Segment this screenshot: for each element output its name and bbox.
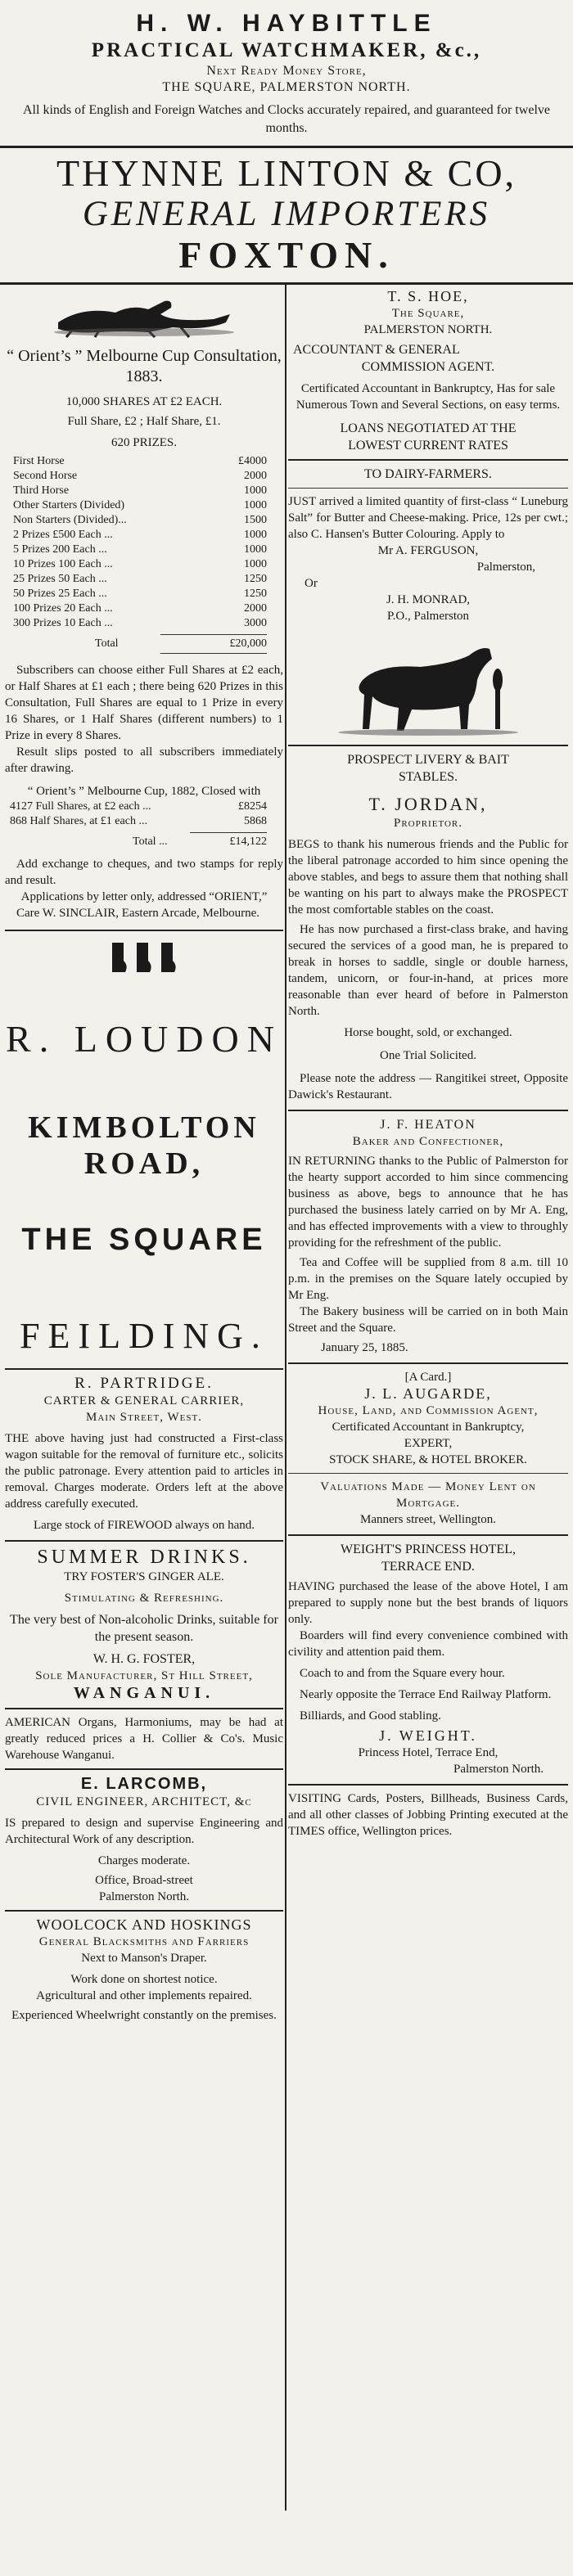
racehorses-icon — [50, 290, 238, 339]
loudon-square: THE SQUARE — [21, 1223, 267, 1257]
partridge-ad — [5, 1370, 283, 1533]
heaton-name: J. F. HEATON — [380, 1118, 476, 1132]
partridge-name: R. PARTRIDGE. — [74, 1375, 214, 1392]
weight-name: J. WEIGHT. — [379, 1727, 477, 1744]
jordan-l3: Please note the address — Rangitikei street, Opposite Dawick's Restaurant. — [288, 1072, 568, 1101]
prize-row: 10 Prizes 100 Each ... 1000 — [13, 558, 267, 570]
augarde-line2: EXPERT, — [404, 1437, 453, 1450]
orient-share-types: Full Share, £2 ; Half Share, £1. — [67, 415, 221, 428]
weight-body2: Boarders will find every convenience combined with civility and attention paid them. — [288, 1629, 568, 1659]
larcomb-name: E. LARCOMB, — [80, 1775, 208, 1793]
hoe-trade2: COMMISSION AGENT. — [361, 360, 495, 374]
divider — [288, 1473, 568, 1474]
jordan-head1: PROSPECT LIVERY & BAIT — [347, 753, 509, 767]
jordan-head2: STABLES. — [398, 770, 458, 784]
hoe-loans1: LOANS NEGOTIATED AT THE — [340, 421, 517, 435]
haybittle-ad — [0, 0, 573, 146]
orient-title: “ Orient’s ” Melbourne Cup Consultation, 1883. — [7, 347, 282, 385]
heaton-body3: The Bakery business will be carried on in both Main Street and the Square. — [288, 1305, 568, 1335]
orient-closed-table — [5, 799, 283, 849]
draught-horse-image — [288, 631, 568, 741]
jordan-l1: Horse bought, sold, or exchanged. — [344, 1026, 512, 1039]
closed-row: 4127 Full Shares, at £2 each ... £8254 — [10, 800, 267, 813]
orient-prize-table — [5, 451, 283, 654]
orient-para3: Add exchange to cheques, and two stamps for reply and result. — [5, 858, 283, 887]
heaton-body1: IN RETURNING thanks to the Public of Palmerston for the hearty support accorded to him since commencing business as above, begs to announce that he has purchased the business lately carried on by Mr A. Eng, and has effected improvements with a view to throughly providing for the refreshment of the public. — [288, 1155, 568, 1250]
closed-total-row: Total ... £14,122 — [133, 835, 267, 848]
larcomb-office: Office, Broad-street — [95, 1874, 193, 1887]
larcomb-town: Palmerston North. — [99, 1890, 189, 1903]
weight-body5: Billiards, and Good stabling. — [300, 1709, 441, 1723]
heaton-date: January 25, 1885. — [321, 1341, 408, 1354]
partridge-address: Main Street, West. — [86, 1411, 202, 1424]
hoe-loans2: LOWEST CURRENT RATES — [348, 439, 508, 453]
woolcock-ad — [5, 1912, 283, 2024]
augarde-ad — [288, 1364, 568, 1528]
jordan-body2: He has now purchased a first-class brake, and having secured the services of a good man, he is prepared to break in horses to saddle, single or double harness, tandem, unicorn, or four-in-hand, at prices more reasonable than ever heard of before in Palmerston North. — [288, 923, 568, 1018]
larcomb-body: IS prepared to design and supervise Engineering and Architectural Work of any description. — [5, 1817, 283, 1846]
jordan-name: T. JORDAN, — [368, 794, 488, 814]
hoe-ad — [288, 285, 568, 454]
orient-prizes-heading: 620 PRIZES. — [111, 436, 177, 449]
weight-addr1: Princess Hotel, Terrace End, — [358, 1746, 499, 1759]
foster-name: W. H. G. FOSTER, — [92, 1652, 196, 1666]
dairy-name1: Mr A. FERGUSON, — [377, 544, 479, 557]
haybittle-name: H. W. HAYBITTLE — [136, 10, 437, 37]
augarde-line3: STOCK SHARE, & HOTEL BROKER. — [329, 1453, 527, 1466]
prize-total-row: Total £20,000 — [95, 637, 267, 650]
augarde-name: J. L. AUGARDE, — [364, 1385, 492, 1402]
dairy-body: JUST arrived a limited quantity of first-class “ Luneburg Salt” for Butter and Cheese-making. Price, 12s per cwt.; also C. Hansen's Butter Colouring. Apply to — [288, 495, 568, 541]
loudon-name: R. LOUDON — [6, 1018, 282, 1060]
orient-para4: Applications by letter only, addressed “ORIENT,” — [20, 890, 268, 903]
two-columns — [0, 285, 573, 2511]
dairy-town2: P.O., Palmerston — [386, 610, 469, 623]
dairy-head: TO DAIRY-FARMERS. — [364, 467, 492, 481]
hoe-address2: PALMERSTON NORTH. — [363, 323, 493, 336]
woolcock-name: WOOLCOCK AND HOSKINGS — [36, 1916, 252, 1933]
partridge-trade: CARTER & GENERAL CARRIER, — [43, 1394, 245, 1407]
larcomb-trade: CIVIL ENGINEER, ARCHITECT, &c — [36, 1795, 252, 1808]
prize-row: 50 Prizes 25 Each ... 1250 — [13, 588, 267, 600]
jordan-ad — [288, 746, 568, 1103]
prize-row: Non Starters (Divided)... 1500 — [13, 514, 267, 526]
foster-ad — [5, 1542, 283, 1703]
orient-closed-title: “ Orient’s ” Melbourne Cup, 1882, Closed with — [27, 785, 261, 798]
weight-body1: HAVING purchased the lease of the above Hotel, I am prepared to supply none but the best brands of liquors only. — [288, 1580, 568, 1626]
horse-icon — [330, 631, 526, 737]
orient-shares: 10,000 SHARES AT £2 EACH. — [65, 395, 223, 408]
dairy-or: Or — [305, 577, 318, 590]
orient-para5: Care W. SINCLAIR, Eastern Arcade, Melbourne. — [16, 907, 260, 920]
weight-body4: Nearly opposite the Terrace End Railway Platform. — [300, 1688, 552, 1701]
prize-row: 100 Prizes 20 Each ... 2000 — [13, 602, 267, 615]
thynne-ad — [0, 148, 573, 282]
column-divider — [285, 285, 286, 2511]
augarde-trade: House, Land, and Commission Agent, — [318, 1404, 539, 1417]
jordan-role: Proprietor. — [393, 817, 462, 830]
woolcock-body1: Work done on shortest notice. — [70, 1973, 218, 1986]
prize-row: First Horse £4000 — [13, 455, 267, 467]
prize-row: Third Horse 1000 — [13, 484, 267, 497]
larcomb-charges: Charges moderate. — [97, 1854, 191, 1867]
dairy-town1: Palmerston, — [476, 561, 535, 574]
jordan-body1: BEGS to thank his numerous friends and the Public for the liberal patronage accorded to him since opening the above stables, and begs to assure them that nothing shall be wanting on his part to always make the PROSPECT the most comfortable stables on the coast. — [288, 838, 568, 916]
prize-row: 300 Prizes 10 Each ... 3000 — [13, 617, 267, 629]
woolcock-body2: Agricultural and other implements repaired. — [36, 1989, 252, 2002]
weight-head1: WEIGHT'S PRINCESS HOTEL, — [341, 1542, 516, 1556]
closed-row: 868 Half Shares, at £1 each ... 5868 — [10, 815, 267, 827]
foster-address: Sole Manufacturer, St Hill Street, — [35, 1669, 253, 1682]
weight-head2: TERRACE END. — [381, 1560, 475, 1574]
foster-body: The very best of Non-alcoholic Drinks, suitable for the present season. — [10, 1613, 278, 1644]
racehorses-image — [5, 290, 283, 343]
divider — [288, 488, 568, 489]
loudon-road: KIMBOLTON ROAD, — [28, 1110, 260, 1181]
hoe-name: T. S. HOE, — [387, 288, 469, 304]
haybittle-address1: Next Ready Money Store, — [206, 64, 367, 78]
thynne-line2: GENERAL IMPORTERS — [82, 195, 491, 233]
heaton-body2: Tea and Coffee will be supplied from 8 a.m. till 10 p.m. in the premises on the Square lately occupied by Mr Eng. — [288, 1256, 568, 1302]
augarde-line4: Valuations Made — Money Lent on Mortgage. — [320, 1480, 536, 1510]
organs-ad: AMERICAN Organs, Harmoniums, may be had at greatly reduced prices a H. Collier & Co's. Music Warehouse Wanganui. — [5, 1716, 283, 1762]
boots-icon — [107, 939, 181, 980]
partridge-body: THE above having just had constructed a First-class wagon suitable for the removal of furniture etc., solicits the public patronage. Every attention paid to articles in removal. Charges moderate. Orders left at the above address carefully executed. — [5, 1432, 283, 1511]
orient-para2: Result slips posted to all subscribers immediately after drawing. — [5, 745, 283, 775]
haybittle-trade: PRACTICAL WATCHMAKER, &c., — [91, 39, 482, 61]
larcomb-ad — [5, 1770, 283, 1905]
foster-tag: Stimulating & Refreshing. — [64, 1592, 224, 1605]
jordan-l2: One Trial Solicited. — [380, 1049, 476, 1062]
heaton-trade: Baker and Confectioner, — [352, 1135, 504, 1148]
prize-row: 25 Prizes 50 Each ... 1250 — [13, 573, 267, 585]
prize-row: 5 Prizes 200 Each ... 1000 — [13, 543, 267, 556]
augarde-line1: Certificated Accountant in Bankruptcy, — [332, 1421, 525, 1434]
haybittle-address2: THE SQUARE, PALMERSTON NORTH. — [162, 80, 411, 94]
dairy-name2: J. H. MONRAD, — [386, 593, 471, 606]
prize-row: Other Starters (Divided) 1000 — [13, 499, 267, 511]
weight-ad — [288, 1536, 568, 1777]
haybittle-body: All kinds of English and Foreign Watches and Clocks accurately repaired, and guaranteed for twelve months. — [23, 103, 550, 135]
augarde-address: Manners street, Wellington. — [360, 1513, 496, 1526]
visiting-ad: VISITING Cards, Posters, Billheads, Business Cards, and all other classes of Jobbing Printing executed at the TIMES office, Wellington prices. — [288, 1792, 568, 1838]
partridge-firewood: Large stock of FIREWOOD always on hand. — [33, 1519, 255, 1532]
loudon-ad — [5, 931, 283, 1357]
woolcock-trade: General Blacksmiths and Farriers — [38, 1935, 250, 1948]
dairy-ad — [288, 461, 568, 624]
woolcock-body3: Experienced Wheelwright constantly on the premises. — [11, 2009, 277, 2022]
foster-town: WANGANUI. — [73, 1684, 215, 1702]
foster-sub: TRY FOSTER'S GINGER ALE. — [64, 1570, 224, 1583]
prize-row: Second Horse 2000 — [13, 470, 267, 482]
weight-addr2: Palmerston North. — [453, 1763, 544, 1776]
prize-row: 2 Prizes £500 Each ... 1000 — [13, 529, 267, 541]
augarde-card: [A Card.] — [404, 1371, 452, 1384]
woolcock-address: Next to Manson's Draper. — [81, 1952, 207, 1965]
weight-body3: Coach to and from the Square every hour. — [300, 1667, 505, 1680]
thynne-line1: THYNNE LINTON & CO, — [56, 152, 517, 194]
loudon-town: FEILDING. — [20, 1316, 268, 1356]
left-column — [5, 285, 283, 2024]
hoe-trade1: ACCOUNTANT & GENERAL — [293, 343, 460, 357]
heaton-ad — [288, 1111, 568, 1356]
thynne-line3: FOXTON. — [178, 234, 395, 276]
hoe-body: Certificated Accountant in Bankruptcy, Has for sale Numerous Town and Several Sections, on easy terms. — [296, 382, 561, 412]
orient-para1: Subscribers can choose either Full Shares at £2 each, or Half Shares at £1 each ; there being 620 Prizes in this Consultation, Full Shares are equal to 1 Prize in every 16 Shares, or 1 Half Shares (different numbers) to 1 Prize in every 8 Shares. — [5, 664, 283, 742]
hoe-address1: The Square, — [391, 307, 465, 320]
foster-head: SUMMER DRINKS. — [37, 1547, 251, 1568]
right-column — [288, 285, 568, 1840]
boots-image — [5, 939, 283, 984]
